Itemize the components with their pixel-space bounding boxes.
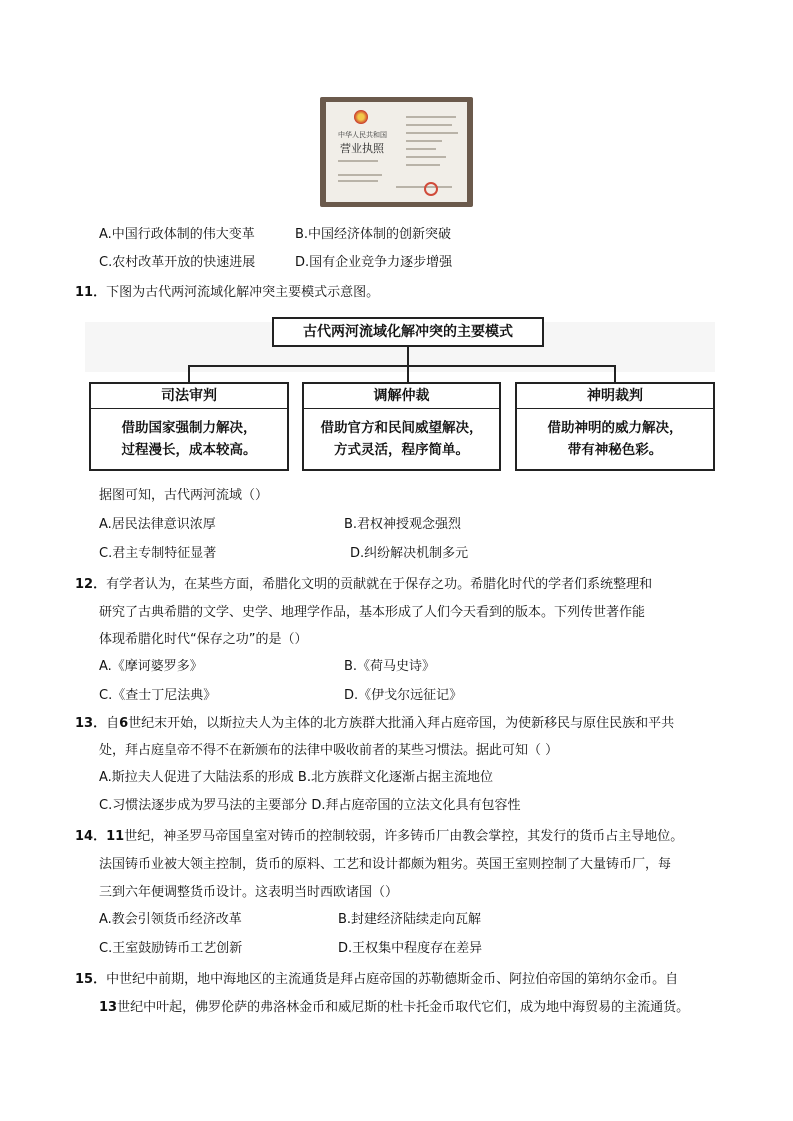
diagram-box-mediation	[302, 382, 501, 471]
license-text-line	[338, 180, 378, 182]
q14-number: 14．	[75, 829, 107, 844]
q11-option-d[interactable]: D.纠纷解决机制多元	[350, 546, 469, 561]
connector-line	[188, 365, 190, 383]
license-text-line	[338, 160, 378, 162]
license-title-text: 营业执照	[340, 142, 384, 155]
q11-stem: 下图为古代两河流域化解冲突主要模式示意图。	[106, 285, 380, 300]
description-line: 借助神明的威力解决，	[547, 420, 683, 436]
q12-option-b[interactable]: B.《荷马史诗》	[344, 659, 436, 674]
description-line: 借助国家强制力解决，	[121, 420, 257, 436]
q14-line-3: 三到六年便调整货币设计。这表明当时西欧诸国（）	[99, 885, 399, 900]
category-description	[304, 409, 499, 461]
diagram-box-judicial	[89, 382, 289, 471]
connector-line	[407, 347, 409, 366]
q11-prompt: 据图可知，古代两河流域（）	[99, 488, 269, 503]
q14-text: 世纪，神圣罗马帝国皇室对铸币的控制较弱，许多铸币厂由教会掌控，其发行的货币占主导地位。	[124, 829, 684, 844]
description-line: 借助官方和民间威望解决，	[320, 420, 483, 436]
q13-line-1	[75, 715, 674, 733]
license-country-text: 中华人民共和国	[338, 131, 387, 139]
q15-line-2	[99, 999, 689, 1017]
license-text-line	[406, 164, 440, 166]
q14-option-c[interactable]: C.王室鼓励铸币工艺创新	[99, 941, 243, 956]
q12-option-a[interactable]: A.《摩诃婆罗多》	[99, 659, 203, 674]
q12-line-1	[75, 576, 652, 594]
q15-century: 13	[99, 1000, 118, 1015]
license-text-line	[406, 140, 442, 142]
license-text-line	[406, 148, 436, 150]
q12-option-d[interactable]: D.《伊戈尔远征记》	[344, 688, 463, 703]
q13-number: 13．	[75, 716, 107, 731]
q10-option-b[interactable]: B.中国经济体制的创新突破	[295, 227, 452, 242]
license-text-line	[406, 156, 446, 158]
diagram-title-box	[272, 317, 544, 347]
q15-text-2: 世纪中叶起，佛罗伦萨的弗洛林金币和威尼斯的杜卡托金币取代它们，成为地中海贸易的主流通货。	[117, 1000, 690, 1015]
q14-century: 11	[106, 829, 125, 844]
description-line: 方式灵活，程序简单。	[334, 442, 469, 458]
category-name: 调解仲裁	[304, 384, 499, 409]
category-description	[91, 409, 287, 461]
q11-option-a[interactable]: A.居民法律意识浓厚	[99, 517, 216, 532]
q12-option-c[interactable]: C.《查士丁尼法典》	[99, 688, 217, 703]
q13-options-ab[interactable]: A.斯拉夫人促进了大陆法系的形成 B.北方族群文化逐渐占据主流地位	[99, 770, 493, 785]
q11-option-b[interactable]: B.君权神授观念强烈	[344, 517, 462, 532]
q13-text-pre: 自	[106, 716, 120, 731]
diagram-box-ordeal	[515, 382, 715, 471]
q14-line-2: 法国铸币业被大领主控制，货币的原料、工艺和设计都颇为粗劣。英国王室则控制了大量铸币厂，每	[99, 857, 672, 872]
connector-line	[614, 365, 616, 383]
national-emblem-icon	[354, 110, 368, 124]
q11-option-c[interactable]: C.君主专制特征显著	[99, 546, 217, 561]
connector-line	[407, 365, 409, 383]
q12-line-3: 体现希腊化时代“保存之功”的是（）	[99, 632, 308, 647]
q14-option-a[interactable]: A.教会引领货币经济改革	[99, 912, 242, 927]
q15-text: 中世纪中前期，地中海地区的主流通货是拜占庭帝国的苏勒德斯金币、阿拉伯帝国的第纳尔金币。自	[106, 972, 679, 987]
diagram-title: 古代两河流域化解冲突的主要模式	[303, 324, 513, 340]
q12-line-2: 研究了古典希腊的文学、史学、地理学作品，基本形成了人们今天看到的版本。下列传世著作能	[99, 605, 646, 620]
license-text-line	[406, 116, 456, 118]
description-line: 过程漫长，成本较高。	[121, 442, 257, 458]
q13-options-cd[interactable]: C.习惯法逐步成为罗马法的主要部分 D.拜占庭帝国的立法文化具有包容性	[99, 798, 521, 813]
license-text-line	[406, 132, 458, 134]
q10-option-c[interactable]: C.农村改革开放的快速进展	[99, 255, 256, 270]
license-paper	[326, 102, 467, 202]
license-text-line	[406, 124, 452, 126]
q14-option-b[interactable]: B.封建经济陆续走向瓦解	[338, 912, 482, 927]
description-line: 带有神秘色彩。	[567, 442, 663, 458]
q15-line-1	[75, 971, 678, 989]
business-license-photo	[320, 97, 473, 207]
q13-century: 6	[119, 716, 129, 731]
category-description	[517, 409, 713, 461]
license-text-line	[338, 174, 382, 176]
red-seal-icon	[424, 182, 438, 196]
q15-number: 15．	[75, 972, 107, 987]
q10-option-d[interactable]: D.国有企业竞争力逐步增强	[295, 255, 453, 270]
q13-text: 世纪末开始，以斯拉夫人为主体的北方族群大批涌入拜占庭帝国，为使新移民与原住民族和平共	[128, 716, 675, 731]
category-name: 司法审判	[91, 384, 287, 409]
category-name: 神明裁判	[517, 384, 713, 409]
q11-question	[75, 284, 379, 302]
q13-line-2: 处，拜占庭皇帝不得不在新颁布的法律中吸收前者的某些习惯法。据此可知（ ）	[99, 743, 559, 758]
q11-number: 11．	[75, 285, 107, 300]
q10-option-a[interactable]: A.中国行政体制的伟大变革	[99, 227, 255, 242]
q14-option-d[interactable]: D.王权集中程度存在差异	[338, 941, 483, 956]
q12-number: 12．	[75, 577, 107, 592]
q12-text: 有学者认为，在某些方面，希腊化文明的贡献就在于保存之功。希腊化时代的学者们系统整理和	[106, 577, 653, 592]
connector-line	[188, 365, 616, 367]
q14-line-1	[75, 828, 683, 846]
